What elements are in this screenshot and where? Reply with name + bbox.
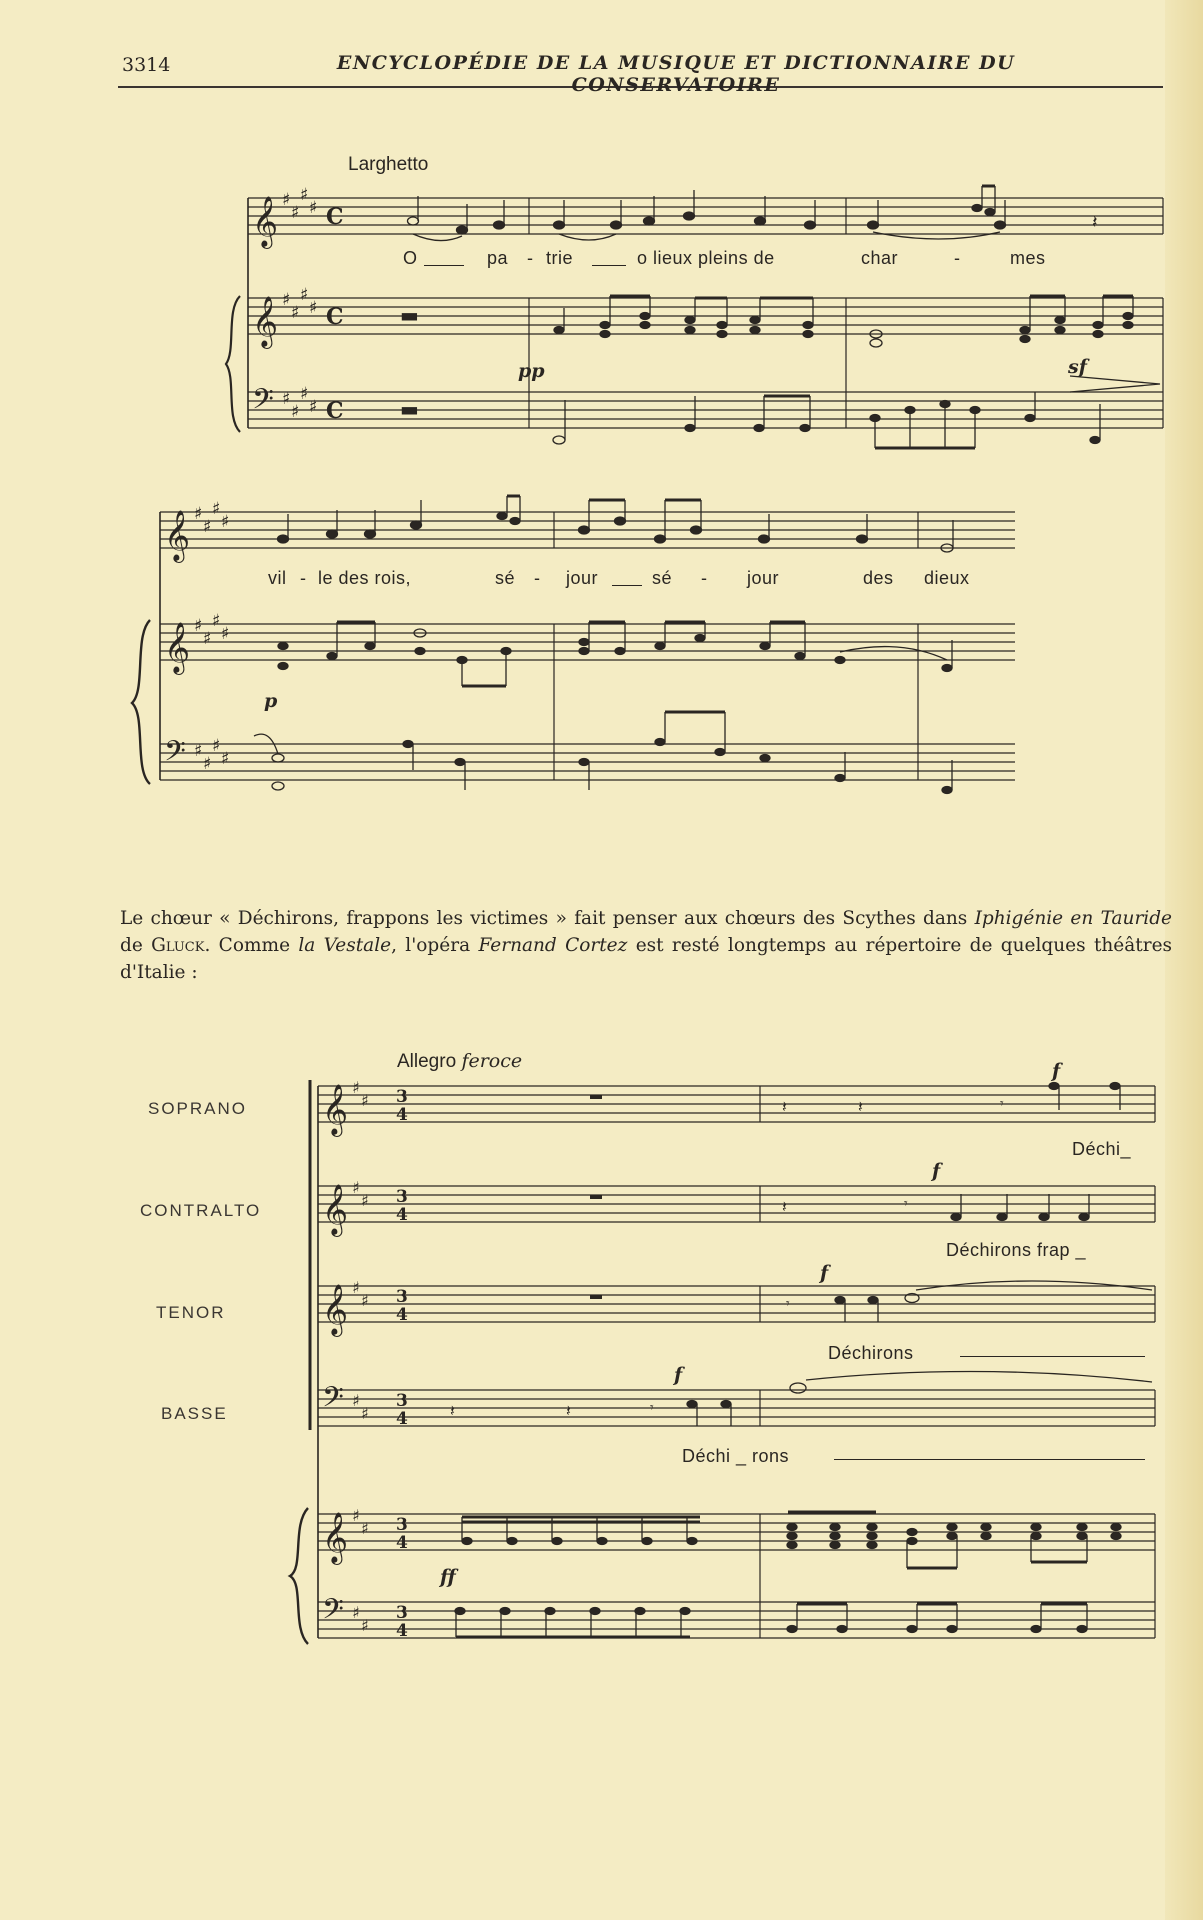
svg-text:C: C [326,398,344,424]
svg-text:▬: ▬ [400,397,419,421]
paragraph-text: de [120,935,152,956]
dynamic-f-contralto: f [932,1160,941,1182]
svg-text:𝄾: 𝄾 [650,1400,654,1416]
lyric-soprano: Déchi_ [1072,1139,1132,1159]
lyric-hyphen: - [701,568,708,588]
svg-text:𝄾: 𝄾 [1000,1096,1004,1112]
dynamic-f-soprano: f [1052,1060,1061,1082]
svg-text:♯: ♯ [309,198,318,218]
svg-text:♯: ♯ [194,616,203,636]
svg-text:4: 4 [396,1305,408,1325]
treble-clef-icon: 𝄞 [252,296,279,347]
soprano-staff [318,1086,1155,1122]
bass-clef-icon: 𝄢 [322,1381,344,1421]
svg-text:𝄽: 𝄽 [858,1097,863,1116]
lyric-hyphen: - [300,568,307,588]
svg-text:♯: ♯ [300,185,309,205]
svg-text:♯: ♯ [282,190,291,210]
svg-text:♯: ♯ [361,1091,369,1110]
svg-text:♯: ♯ [282,389,291,409]
svg-text:𝄽: 𝄽 [782,1097,787,1116]
svg-text:♯: ♯ [361,1404,369,1423]
treble-clef-icon: 𝄞 [322,1284,349,1335]
svg-text:♯: ♯ [203,629,212,649]
contralto-staff [318,1186,1155,1222]
lyric-dieux: dieux [924,568,970,588]
treble-clef-icon: 𝄞 [322,1084,349,1135]
lyric-jour-2: jour [747,568,780,588]
dynamic-f-tenor: f [820,1262,829,1284]
svg-text:𝄽: 𝄽 [450,1401,455,1420]
lyric-lieux: o lieux pleins de [637,248,775,268]
svg-text:♯: ♯ [291,402,300,422]
paragraph-text: , l'opéra [391,935,479,956]
svg-text:4: 4 [396,1105,408,1125]
lyric-se-2: sé [652,568,673,588]
lyric-se: sé [495,568,516,588]
work-title-vestale: la Vestale [298,935,392,956]
dynamic-sf: sf [1068,356,1087,378]
lyric-pa: pa [487,248,509,268]
tempo-larghetto: Larghetto [348,154,429,175]
treble-clef-icon: 𝄞 [322,1512,349,1563]
svg-text:♯: ♯ [352,1506,360,1525]
svg-text:♯: ♯ [352,1391,360,1410]
svg-text:♯: ♯ [361,1519,369,1538]
svg-text:♯: ♯ [221,749,230,769]
lyric-trie: trie [546,248,574,268]
svg-text:3: 3 [396,1515,408,1535]
work-title-iphigenie: Iphigénie en Tauride [974,908,1172,929]
voice-label-tenor: TENOR [156,1303,226,1322]
svg-text:♯: ♯ [212,499,221,519]
svg-text:3: 3 [396,1087,408,1107]
svg-text:𝄽: 𝄽 [782,1197,787,1216]
voice-label-soprano: SOPRANO [148,1099,248,1118]
voice-label-basse: BASSE [161,1404,228,1423]
svg-text:♯: ♯ [194,741,203,761]
lyric-char: char [861,248,899,268]
clefs-2 [322,1078,408,1641]
piano-bass-staff-2 [318,1602,1155,1638]
page-number: 3314 [122,54,171,76]
svg-text:♯: ♯ [221,512,230,532]
svg-text:4: 4 [396,1533,408,1553]
svg-text:♯: ♯ [194,504,203,524]
dynamic-f-basse: f [674,1364,683,1386]
svg-text:𝄽: 𝄽 [566,1401,571,1420]
svg-text:3: 3 [396,1287,408,1307]
paragraph-text: . Comme [204,935,299,956]
svg-text:♯: ♯ [282,290,291,310]
svg-text:♯: ♯ [300,285,309,305]
svg-text:𝄽: 𝄽 [1092,212,1098,233]
lyric-hyphen: - [954,248,961,268]
work-title-fernand-cortez: Fernand Cortez [478,935,628,956]
svg-text:♯: ♯ [352,1278,360,1297]
lyric-contralto: Déchirons frap _ [946,1240,1087,1260]
key-signature-sharps [352,1078,369,1635]
svg-text:♯: ♯ [361,1616,369,1635]
basse-staff [318,1390,1155,1426]
svg-text:♯: ♯ [361,1291,369,1310]
running-title: ENCYCLOPÉDIE DE LA MUSIQUE ET DICTIONNAIRE DU CONSERVATOIRE [336,52,1016,96]
bass-clef-icon: 𝄢 [322,1593,344,1633]
tempo-allegro: Allegro [397,1051,457,1072]
dynamic-p: p [264,690,278,712]
lyric-tenor: Déchirons [828,1343,914,1363]
treble-clef-icon: 𝄞 [252,196,279,247]
staff-lines-2 [290,1080,1155,1644]
lyric-le-des-rois: le des rois, [318,568,412,588]
lyric-vil: vil [268,568,287,588]
svg-text:♯: ♯ [309,298,318,318]
svg-text:♯: ♯ [212,611,221,631]
svg-text:♯: ♯ [352,1603,360,1622]
treble-clef-icon: 𝄞 [322,1184,349,1235]
svg-text:♯: ♯ [203,754,212,774]
svg-text:♯: ♯ [221,624,230,644]
svg-text:3: 3 [396,1391,408,1411]
svg-text:♯: ♯ [352,1078,360,1097]
paragraph-text: Le chœur « Déchirons, frappons les victimes » fait penser aux chœurs des Scythes dans [120,908,975,929]
piano-treble-staff-2 [318,1514,1155,1550]
composer-gluck: Gluck [151,935,205,956]
svg-text:4: 4 [396,1205,408,1225]
tenor-staff [318,1286,1155,1322]
svg-text:♯: ♯ [203,517,212,537]
svg-text:C: C [326,204,344,230]
lyric-o: O [403,248,418,268]
lyric-jour: jour [566,568,599,588]
lyric-hyphen: - [534,568,541,588]
lyric-mes: mes [1010,248,1046,268]
bass-clef-icon: 𝄢 [164,735,186,775]
svg-text:♯: ♯ [300,384,309,404]
svg-text:♯: ♯ [309,397,318,417]
treble-clef-icon: 𝄞 [164,510,191,561]
notes-2 [450,1083,1152,1638]
dynamic-ff: ff [440,1566,456,1588]
svg-text:3: 3 [396,1187,408,1207]
bass-clef-icon: 𝄢 [252,383,274,423]
svg-text:4: 4 [396,1409,408,1429]
svg-text:♯: ♯ [352,1178,360,1197]
lyric-basse: Déchi _ rons [682,1446,790,1466]
svg-text:3: 3 [396,1603,408,1623]
treble-clef-icon: 𝄞 [164,622,191,673]
lyric-extender [834,1459,1145,1460]
lyric-hyphen: - [527,248,534,268]
svg-text:𝄾: 𝄾 [904,1196,908,1212]
svg-text:4: 4 [396,1621,408,1641]
dynamic-pp: pp [518,360,545,382]
svg-text:♯: ♯ [291,203,300,223]
voice-label-contralto: CONTRALTO [140,1201,262,1220]
svg-text:▬: ▬ [400,303,419,327]
svg-text:𝄾: 𝄾 [786,1296,790,1312]
lyric-extender [960,1356,1145,1357]
svg-text:♯: ♯ [361,1191,369,1210]
svg-text:♯: ♯ [212,736,221,756]
tempo-feroce: feroce [461,1050,523,1072]
time-signature-3-4 [396,1087,408,1641]
svg-text:C: C [326,304,344,330]
paragraph-text: est resté longtemps au répertoire de quelques théâtres d'Italie : [120,935,1173,983]
lyric-des: des [863,568,894,588]
svg-text:♯: ♯ [291,303,300,323]
